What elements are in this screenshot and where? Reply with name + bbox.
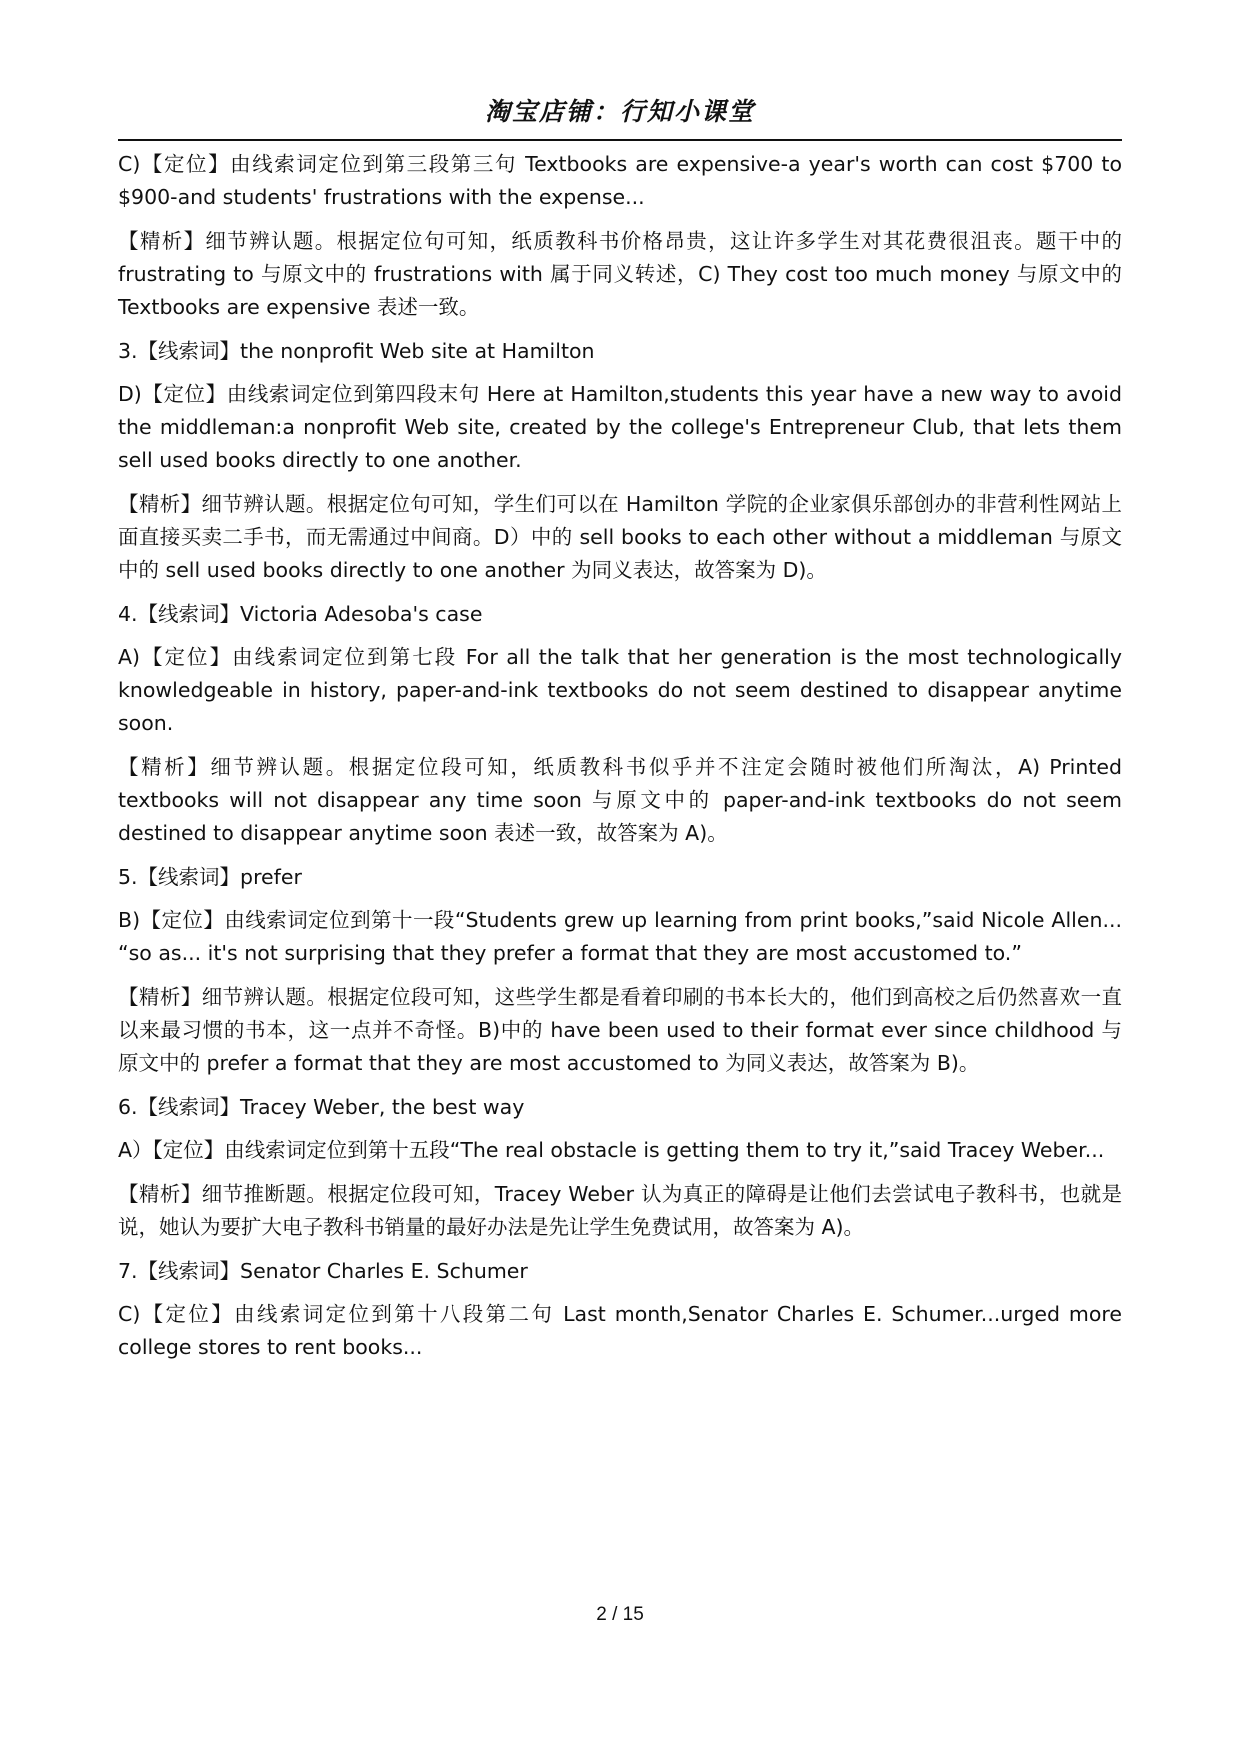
page-number: 2 / 15 <box>596 1604 644 1625</box>
keyword-q4: 4.【线索词】Victoria Adesoba's case <box>118 602 483 626</box>
answer-locate-c-q2: C)【定位】由线索词定位到第三段第三句 Textbooks are expensive-a year's worth can cost $700 to $900-and students' frustrations with the expense... <box>118 152 1122 209</box>
analysis-q3: 【精析】细节辨认题。根据定位句可知，学生们可以在 Hamilton 学院的企业家俱乐部创办的非营利性网站上面直接买卖二手书，而无需通过中间商。D）中的 sell books to each other without a middleman 与原文中的 sell used books directly to one another 为同义表达，故答案为 D)。 <box>118 492 1122 582</box>
header-title: 淘宝店铺：行知小课堂 <box>484 97 755 126</box>
keyword-q5: 5.【线索词】prefer <box>118 865 302 889</box>
keyword-q6: 6.【线索词】Tracey Weber, the best way <box>118 1095 525 1119</box>
analysis-q5: 【精析】细节辨认题。根据定位段可知，这些学生都是看着印刷的书本长大的，他们到高校之后仍然喜欢一直以来最习惯的书本，这一点并不奇怪。B)中的 have been used to their format ever since childhood 与原文中的 prefer a format that they are most accustomed to 为同义表达，故答案为 B)。 <box>118 985 1122 1075</box>
page-body <box>118 148 1122 1375</box>
answer-locate-c-q7: C)【定位】由线索词定位到第十八段第二句 Last month,Senator Charles E. Schumer...urged more college stores to rent books... <box>118 1302 1122 1359</box>
answer-locate-d-q3: D)【定位】由线索词定位到第四段末句 Here at Hamilton,students this year have a new way to avoid the middleman:a nonprofit Web site, created by the college's Entrepreneur Club, that lets them sell used books directly to one another. <box>118 382 1122 472</box>
header-divider <box>118 139 1122 141</box>
answer-locate-a-q4: A)【定位】由线索词定位到第七段 For all the talk that her generation is the most technologically knowledgeable in history, paper-and-ink textbooks do not seem destined to disappear anytime soon. <box>118 645 1122 735</box>
answer-locate-a-q6: A）【定位】由线索词定位到第十五段“The real obstacle is getting them to try it,”said Tracey Weber... <box>118 1138 1105 1162</box>
analysis-q4: 【精析】细节辨认题。根据定位段可知，纸质教科书似乎并不注定会随时被他们所淘汰，A) Printed textbooks will not disappear any time soon 与原文中的 paper-and-ink textbooks do not seem destined to disappear anytime soon 表述一致，故答案为 A)。 <box>118 755 1122 845</box>
analysis-q2: 【精析】细节辨认题。根据定位句可知，纸质教科书价格昂贵，这让许多学生对其花费很沮丧。题干中的 frustrating to 与原文中的 frustrations with 属于同义转述，C) They cost too much money 与原文中的 Textbooks are expensive 表述一致。 <box>118 229 1122 319</box>
keyword-q7: 7.【线索词】Senator Charles E. Schumer <box>118 1259 528 1283</box>
answer-locate-b-q5: B)【定位】由线索词定位到第十一段“Students grew up learning from print books,”said Nicole Allen... “so as... it's not surprising that they prefer a format that they are most accustomed to.” <box>118 908 1122 965</box>
analysis-q6: 【精析】细节推断题。根据定位段可知，Tracey Weber 认为真正的障碍是让他们去尝试电子教科书，也就是说，她认为要扩大电子教科书销量的最好办法是先让学生免费试用，故答案为 A)。 <box>118 1182 1122 1239</box>
keyword-q3: 3.【线索词】the nonprofit Web site at Hamilton <box>118 339 595 363</box>
